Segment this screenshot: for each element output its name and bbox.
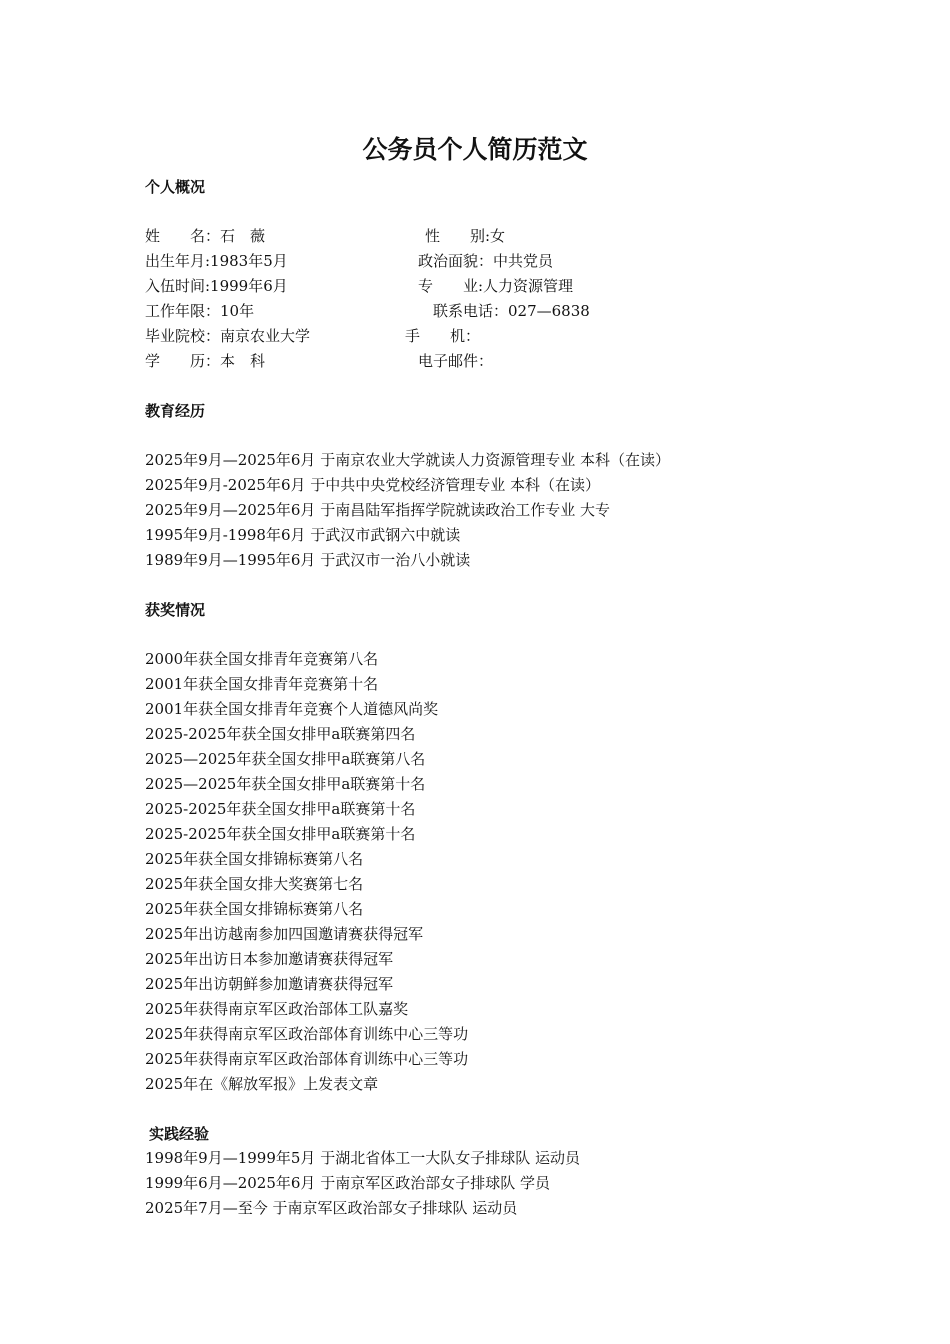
practice-item: 1998年9月—1999年5月 于湖北省体工一大队女子排球队 运动员	[145, 1149, 580, 1167]
profile-major: 专 业:人力资源管理	[418, 277, 574, 295]
award-item: 2025年出访越南参加四国邀请赛获得冠军	[145, 925, 424, 943]
section-heading-education: 教育经历	[145, 402, 206, 420]
profile-political-status: 政治面貌：中共党员	[418, 252, 554, 270]
award-item: 2025年获全国女排锦标赛第八名	[145, 900, 364, 918]
profile-phone: 联系电话：027—6838	[433, 302, 590, 320]
education-item: 2025年9月—2025年6月 于南昌陆军指挥学院就读政治工作专业 大专	[145, 501, 610, 519]
education-item: 2025年9月—2025年6月 于南京农业大学就读人力资源管理专业 本科（在读）	[145, 451, 670, 469]
award-item: 2025年在《解放军报》上发表文章	[145, 1075, 379, 1093]
profile-degree: 学 历：本 科	[145, 352, 266, 370]
award-item: 2000年获全国女排青年竞赛第八名	[145, 650, 379, 668]
profile-mobile: 手 机：	[405, 327, 481, 345]
section-heading-practice: 实践经验	[149, 1125, 210, 1143]
profile-work-years: 工作年限：10年	[145, 302, 255, 320]
award-item: 2025—2025年获全国女排甲a联赛第八名	[145, 750, 426, 768]
profile-gender: 性 别:女	[425, 227, 506, 245]
profile-school: 毕业院校：南京农业大学	[145, 327, 311, 345]
profile-enlistment: 入伍时间:1999年6月	[145, 277, 288, 295]
section-heading-awards: 获奖情况	[145, 601, 206, 619]
education-item: 1995年9月-1998年6月 于武汉市武钢六中就读	[145, 526, 461, 544]
award-item: 2025年出访日本参加邀请赛获得冠军	[145, 950, 394, 968]
award-item: 2001年获全国女排青年竞赛个人道德风尚奖	[145, 700, 439, 718]
page-title: 公务员个人简历范文	[362, 135, 588, 164]
award-item: 2025-2025年获全国女排甲a联赛第十名	[145, 825, 416, 843]
award-item: 2025年获得南京军区政治部体育训练中心三等功	[145, 1025, 469, 1043]
section-heading-profile: 个人概况	[145, 178, 206, 196]
award-item: 2025—2025年获全国女排甲a联赛第十名	[145, 775, 426, 793]
profile-birth: 出生年月:1983年5月	[145, 252, 288, 270]
practice-item: 1999年6月—2025年6月 于南京军区政治部女子排球队 学员	[145, 1174, 550, 1192]
education-item: 1989年9月—1995年6月 于武汉市一治八小就读	[145, 551, 471, 569]
award-item: 2025年获得南京军区政治部体工队嘉奖	[145, 1000, 409, 1018]
award-item: 2025年获得南京军区政治部体育训练中心三等功	[145, 1050, 469, 1068]
award-item: 2025-2025年获全国女排甲a联赛第十名	[145, 800, 416, 818]
award-item: 2025年获全国女排大奖赛第七名	[145, 875, 364, 893]
profile-name: 姓 名：石 薇	[145, 227, 266, 245]
award-item: 2025年获全国女排锦标赛第八名	[145, 850, 364, 868]
practice-item: 2025年7月—至今 于南京军区政治部女子排球队 运动员	[145, 1199, 518, 1217]
award-item: 2025年出访朝鲜参加邀请赛获得冠军	[145, 975, 394, 993]
profile-email: 电子邮件：	[418, 352, 494, 370]
award-item: 2025-2025年获全国女排甲a联赛第四名	[145, 725, 416, 743]
education-item: 2025年9月-2025年6月 于中共中央党校经济管理专业 本科（在读）	[145, 476, 601, 494]
award-item: 2001年获全国女排青年竞赛第十名	[145, 675, 379, 693]
